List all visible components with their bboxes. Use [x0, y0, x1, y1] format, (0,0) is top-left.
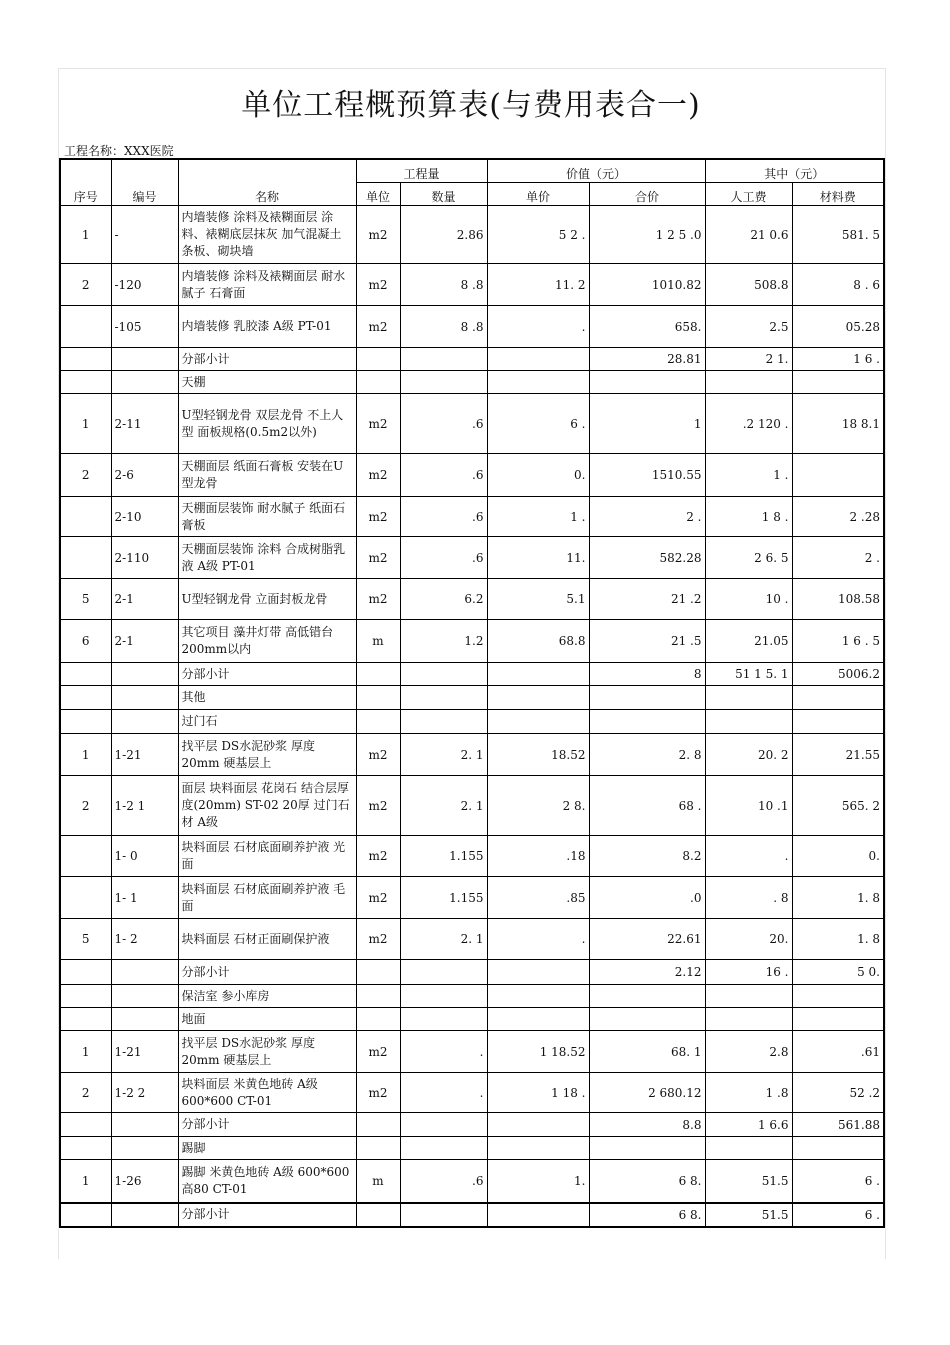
cell-unit-price	[487, 1008, 589, 1031]
cell-name: 其它项目 藻井灯带 高低错台 200mm以内	[178, 620, 356, 663]
cell-unit-price	[487, 960, 589, 985]
cell-unit	[356, 686, 400, 710]
cell-qty: .6	[400, 394, 487, 454]
cell-unit-price: 1.	[487, 1160, 589, 1203]
cell-labor: 10 .1	[705, 776, 792, 836]
cell-name: 内墙装修 涂料及裱糊面层 涂料、裱糊底层抹灰 加气混凝土条板、砌块墙	[178, 206, 356, 264]
table-row	[60, 537, 884, 579]
cell-code	[111, 1203, 178, 1227]
cell-material: 1. 8	[792, 919, 884, 960]
cell-labor: 2 1.	[705, 348, 792, 371]
cell-labor	[705, 710, 792, 734]
cell-code: 1- 2	[111, 919, 178, 960]
table-row	[60, 1008, 884, 1031]
cell-unit-price: 0.	[487, 454, 589, 497]
cell-unit-price	[487, 985, 589, 1008]
table-row	[60, 454, 884, 497]
cell-name: 找平层 DS水泥砂浆 厚度20mm 硬基层上	[178, 734, 356, 776]
table-row	[60, 620, 884, 663]
cell-material: 108.58	[792, 579, 884, 620]
cell-total: 2 .	[589, 497, 705, 537]
cell-labor: 21 0.6	[705, 206, 792, 264]
cell-material: 5 0.	[792, 960, 884, 985]
cell-material: 1. 8	[792, 877, 884, 919]
cell-labor	[705, 371, 792, 394]
cell-unit	[356, 1137, 400, 1160]
cell-unit: m2	[356, 206, 400, 264]
table-row	[60, 371, 884, 394]
table-row	[60, 836, 884, 877]
cell-seq	[60, 1008, 111, 1031]
cell-unit-price: 11. 2	[487, 264, 589, 306]
cell-unit-price	[487, 686, 589, 710]
cell-material: 0.	[792, 836, 884, 877]
cell-qty: .6	[400, 537, 487, 579]
header-material: 材料费	[792, 183, 884, 206]
cell-code: 1-21	[111, 1031, 178, 1073]
cell-code	[111, 371, 178, 394]
cell-code	[111, 663, 178, 686]
cell-total: 6 8.	[589, 1160, 705, 1203]
cell-labor: 2.5	[705, 306, 792, 348]
cell-unit: m2	[356, 537, 400, 579]
cell-qty: 1.2	[400, 620, 487, 663]
cell-unit: m2	[356, 877, 400, 919]
cell-total: 21 .5	[589, 620, 705, 663]
cell-total: 658.	[589, 306, 705, 348]
cell-seq: 6	[60, 620, 111, 663]
cell-qty	[400, 348, 487, 371]
cell-labor: 21.05	[705, 620, 792, 663]
cell-code	[111, 348, 178, 371]
cell-material	[792, 371, 884, 394]
cell-unit: m2	[356, 734, 400, 776]
cell-qty	[400, 960, 487, 985]
cell-qty	[400, 371, 487, 394]
header-unit: 单位	[356, 183, 400, 206]
cell-seq	[60, 497, 111, 537]
cell-unit: m2	[356, 454, 400, 497]
cell-code	[111, 985, 178, 1008]
cell-material	[792, 686, 884, 710]
cell-code: 1- 0	[111, 836, 178, 877]
header-seq: 序号	[60, 159, 111, 206]
cell-total: 1 2 5 .0	[589, 206, 705, 264]
cell-code	[111, 1113, 178, 1137]
cell-seq	[60, 1137, 111, 1160]
cell-name: U型轻钢龙骨 立面封板龙骨	[178, 579, 356, 620]
cell-total: 8.2	[589, 836, 705, 877]
cell-unit-price: 2 8.	[487, 776, 589, 836]
cell-labor: 1 .	[705, 454, 792, 497]
cell-qty	[400, 1008, 487, 1031]
cell-unit	[356, 985, 400, 1008]
cell-unit: m2	[356, 836, 400, 877]
cell-material: 8 . 6	[792, 264, 884, 306]
cell-total: 28.81	[589, 348, 705, 371]
cell-name: 块料面层 石材正面刷保护液	[178, 919, 356, 960]
table-row	[60, 919, 884, 960]
cell-seq	[60, 710, 111, 734]
cell-material: 2 .28	[792, 497, 884, 537]
cell-seq	[60, 306, 111, 348]
cell-material: 581. 5	[792, 206, 884, 264]
cell-code: 2-11	[111, 394, 178, 454]
cell-name: U型轻钢龙骨 双层龙骨 不上人型 面板规格(0.5m2以外)	[178, 394, 356, 454]
cell-unit-price	[487, 348, 589, 371]
cell-labor: 1 8 .	[705, 497, 792, 537]
cell-qty: 1.155	[400, 877, 487, 919]
cell-total	[589, 710, 705, 734]
table-row	[60, 394, 884, 454]
cell-qty	[400, 710, 487, 734]
cell-labor: 20. 2	[705, 734, 792, 776]
cell-qty: 2. 1	[400, 734, 487, 776]
cell-qty: 1.155	[400, 836, 487, 877]
header-amount: 数量	[400, 183, 487, 206]
cell-name: 面层 块料面层 花岗石 结合层厚度(20mm) ST-02 20厚 过门石材 A级	[178, 776, 356, 836]
cell-seq: 1	[60, 734, 111, 776]
cell-name: 其他	[178, 686, 356, 710]
cell-labor: 508.8	[705, 264, 792, 306]
cell-labor	[705, 686, 792, 710]
cell-name: 天棚面层 纸面石膏板 安装在U型龙骨	[178, 454, 356, 497]
cell-code: 1-26	[111, 1160, 178, 1203]
page-title: 单位工程概预算表(与费用表合一)	[241, 88, 701, 123]
cell-qty: 8 .8	[400, 264, 487, 306]
cell-name: 分部小计	[178, 1113, 356, 1137]
table-row	[60, 734, 884, 776]
cell-name: 块料面层 石材底面刷养护液 毛面	[178, 877, 356, 919]
cell-labor: 51 1 5. 1	[705, 663, 792, 686]
cell-total: 2. 8	[589, 734, 705, 776]
cell-qty	[400, 985, 487, 1008]
header-total-price: 合价	[589, 183, 705, 206]
cell-material: 1 6 . 5	[792, 620, 884, 663]
cell-unit: m2	[356, 579, 400, 620]
cell-code	[111, 686, 178, 710]
cell-total	[589, 371, 705, 394]
cell-total: 8.8	[589, 1113, 705, 1137]
header-value-group: 价值（元）	[487, 159, 705, 183]
cell-labor: 16 .	[705, 960, 792, 985]
cell-total: .0	[589, 877, 705, 919]
cell-seq	[60, 686, 111, 710]
cell-seq	[60, 1113, 111, 1137]
cell-name: 块料面层 石材底面刷养护液 光面	[178, 836, 356, 877]
cell-unit	[356, 1008, 400, 1031]
cell-material: 18 8.1	[792, 394, 884, 454]
cell-total: 22.61	[589, 919, 705, 960]
table-row	[60, 1073, 884, 1113]
cell-code: -120	[111, 264, 178, 306]
cell-name: 踢脚 米黄色地砖 A级 600*600 高80 CT-01	[178, 1160, 356, 1203]
table-row	[60, 663, 884, 686]
cell-code: 1-2 1	[111, 776, 178, 836]
cell-unit	[356, 371, 400, 394]
cell-name: 过门石	[178, 710, 356, 734]
table-row	[60, 1031, 884, 1073]
cell-unit	[356, 348, 400, 371]
cell-total: 21 .2	[589, 579, 705, 620]
cell-material	[792, 1137, 884, 1160]
cell-labor: .2 120 .	[705, 394, 792, 454]
table-row	[60, 497, 884, 537]
budget-table	[59, 158, 885, 1228]
cell-name: 内墙装修 乳胶漆 A级 PT-01	[178, 306, 356, 348]
cell-labor: . 8	[705, 877, 792, 919]
cell-unit: m2	[356, 394, 400, 454]
cell-qty	[400, 1137, 487, 1160]
cell-qty: .	[400, 1031, 487, 1073]
cell-total: 1010.82	[589, 264, 705, 306]
cell-name: 地面	[178, 1008, 356, 1031]
cell-name: 踢脚	[178, 1137, 356, 1160]
cell-seq	[60, 348, 111, 371]
cell-material: 21.55	[792, 734, 884, 776]
table-row	[60, 264, 884, 306]
cell-total	[589, 686, 705, 710]
cell-unit-price	[487, 663, 589, 686]
cell-unit-price	[487, 371, 589, 394]
table-row	[60, 960, 884, 985]
cell-name: 分部小计	[178, 348, 356, 371]
cell-qty	[400, 663, 487, 686]
cell-name: 天棚面层装饰 耐水腻子 纸面石膏板	[178, 497, 356, 537]
cell-total: 8	[589, 663, 705, 686]
table-row	[60, 686, 884, 710]
header-of-which-group: 其中（元）	[705, 159, 884, 183]
table-row	[60, 1113, 884, 1137]
cell-total	[589, 985, 705, 1008]
cell-unit-price: 1 .	[487, 497, 589, 537]
cell-qty: 2. 1	[400, 919, 487, 960]
cell-seq: 1	[60, 1160, 111, 1203]
cell-material: 52 .2	[792, 1073, 884, 1113]
cell-name: 分部小计	[178, 1203, 356, 1227]
cell-unit	[356, 663, 400, 686]
cell-unit-price	[487, 1203, 589, 1227]
cell-code	[111, 1008, 178, 1031]
cell-seq: 2	[60, 454, 111, 497]
cell-labor: 10 .	[705, 579, 792, 620]
cell-unit: m2	[356, 776, 400, 836]
cell-seq: 2	[60, 776, 111, 836]
header-quantity-group: 工程量	[356, 159, 487, 183]
cell-material: 2 .	[792, 537, 884, 579]
cell-seq: 2	[60, 1073, 111, 1113]
table-row	[60, 710, 884, 734]
cell-qty	[400, 1113, 487, 1137]
table-row	[60, 1160, 884, 1203]
cell-unit-price: 6 .	[487, 394, 589, 454]
cell-unit: m2	[356, 497, 400, 537]
cell-unit	[356, 1203, 400, 1227]
cell-code: 2-6	[111, 454, 178, 497]
cell-unit	[356, 1113, 400, 1137]
cell-labor: 2.8	[705, 1031, 792, 1073]
table-row	[60, 877, 884, 919]
cell-total: 68 .	[589, 776, 705, 836]
table-row	[60, 206, 884, 264]
cell-name: 天棚	[178, 371, 356, 394]
cell-name: 块料面层 米黄色地砖 A级 600*600 CT-01	[178, 1073, 356, 1113]
cell-labor	[705, 1008, 792, 1031]
cell-unit: m2	[356, 306, 400, 348]
cell-seq	[60, 663, 111, 686]
cell-seq: 1	[60, 1031, 111, 1073]
cell-total	[589, 1137, 705, 1160]
cell-code	[111, 1137, 178, 1160]
cell-seq	[60, 371, 111, 394]
cell-total: 1	[589, 394, 705, 454]
cell-unit: m2	[356, 919, 400, 960]
cell-code: 1-21	[111, 734, 178, 776]
cell-unit-price: .	[487, 306, 589, 348]
cell-seq	[60, 836, 111, 877]
cell-seq: 2	[60, 264, 111, 306]
cell-name: 内墙装修 涂料及裱糊面层 耐水腻子 石膏面	[178, 264, 356, 306]
cell-unit: m	[356, 620, 400, 663]
cell-material: 565. 2	[792, 776, 884, 836]
cell-material: 05.28	[792, 306, 884, 348]
cell-labor: 51.5	[705, 1203, 792, 1227]
cell-total: 6 8.	[589, 1203, 705, 1227]
cell-labor: 1 6.6	[705, 1113, 792, 1137]
cell-total: 2.12	[589, 960, 705, 985]
cell-material: 6 .	[792, 1160, 884, 1203]
cell-labor	[705, 1137, 792, 1160]
cell-unit-price: 5 2 .	[487, 206, 589, 264]
cell-code: 2-10	[111, 497, 178, 537]
cell-labor	[705, 985, 792, 1008]
table-row	[60, 579, 884, 620]
cell-unit-price	[487, 710, 589, 734]
cell-material: 1 6 .	[792, 348, 884, 371]
cell-code	[111, 960, 178, 985]
cell-code: 2-1	[111, 579, 178, 620]
cell-qty: .6	[400, 1160, 487, 1203]
cell-code	[111, 710, 178, 734]
cell-name: 分部小计	[178, 663, 356, 686]
cell-material: .61	[792, 1031, 884, 1073]
cell-unit-price: 5.1	[487, 579, 589, 620]
cell-seq: 5	[60, 579, 111, 620]
cell-total: 68. 1	[589, 1031, 705, 1073]
cell-unit: m2	[356, 1031, 400, 1073]
cell-qty: 2. 1	[400, 776, 487, 836]
cell-labor: 2 6. 5	[705, 537, 792, 579]
cell-unit-price: 68.8	[487, 620, 589, 663]
header-labor: 人工费	[705, 183, 792, 206]
cell-material	[792, 985, 884, 1008]
cell-unit-price	[487, 1137, 589, 1160]
cell-labor: 20.	[705, 919, 792, 960]
project-name-label: 工程名称：XXX医院	[64, 144, 174, 158]
cell-unit-price: 1 18 .	[487, 1073, 589, 1113]
cell-labor: .	[705, 836, 792, 877]
cell-unit-price: 1 18.52	[487, 1031, 589, 1073]
cell-labor: 1 .8	[705, 1073, 792, 1113]
cell-qty: .6	[400, 497, 487, 537]
cell-total: 2 680.12	[589, 1073, 705, 1113]
cell-unit-price: .85	[487, 877, 589, 919]
cell-code: -105	[111, 306, 178, 348]
cell-unit: m2	[356, 1073, 400, 1113]
header-row-group	[60, 159, 884, 183]
header-name: 名称	[178, 159, 356, 206]
cell-name: 天棚面层装饰 涂料 合成树脂乳液 A级 PT-01	[178, 537, 356, 579]
cell-seq	[60, 985, 111, 1008]
cell-qty: 2.86	[400, 206, 487, 264]
cell-unit: m2	[356, 264, 400, 306]
cell-material: 6 .	[792, 1203, 884, 1227]
table-row	[60, 1203, 884, 1227]
cell-unit-price: .	[487, 919, 589, 960]
cell-name: 找平层 DS水泥砂浆 厚度20mm 硬基层上	[178, 1031, 356, 1073]
cell-material: 5006.2	[792, 663, 884, 686]
cell-unit-price: .18	[487, 836, 589, 877]
cell-labor: 51.5	[705, 1160, 792, 1203]
cell-qty	[400, 1203, 487, 1227]
cell-seq	[60, 960, 111, 985]
cell-unit-price: 18.52	[487, 734, 589, 776]
cell-code: -	[111, 206, 178, 264]
cell-unit: m	[356, 1160, 400, 1203]
cell-qty: .	[400, 1073, 487, 1113]
table-row	[60, 985, 884, 1008]
cell-seq	[60, 1203, 111, 1227]
cell-material	[792, 710, 884, 734]
table-row	[60, 776, 884, 836]
cell-unit-price: 11.	[487, 537, 589, 579]
header-unit-price: 单价	[487, 183, 589, 206]
cell-unit	[356, 960, 400, 985]
table-row	[60, 348, 884, 371]
cell-material	[792, 1008, 884, 1031]
cell-total: 582.28	[589, 537, 705, 579]
cell-code: 2-110	[111, 537, 178, 579]
cell-code: 1-2 2	[111, 1073, 178, 1113]
cell-total: 1510.55	[589, 454, 705, 497]
cell-material	[792, 454, 884, 497]
cell-name: 保洁室 参小库房	[178, 985, 356, 1008]
cell-seq	[60, 877, 111, 919]
cell-seq: 5	[60, 919, 111, 960]
cell-qty: 8 .8	[400, 306, 487, 348]
cell-seq: 1	[60, 206, 111, 264]
cell-seq: 1	[60, 394, 111, 454]
table-row	[60, 1137, 884, 1160]
cell-material: 561.88	[792, 1113, 884, 1137]
cell-unit-price	[487, 1113, 589, 1137]
header-code: 编号	[111, 159, 178, 206]
cell-qty: .6	[400, 454, 487, 497]
cell-code: 1- 1	[111, 877, 178, 919]
cell-qty	[400, 686, 487, 710]
cell-seq	[60, 537, 111, 579]
cell-unit	[356, 710, 400, 734]
cell-name: 分部小计	[178, 960, 356, 985]
cell-qty: 6.2	[400, 579, 487, 620]
cell-total	[589, 1008, 705, 1031]
table-row	[60, 306, 884, 348]
cell-code: 2-1	[111, 620, 178, 663]
